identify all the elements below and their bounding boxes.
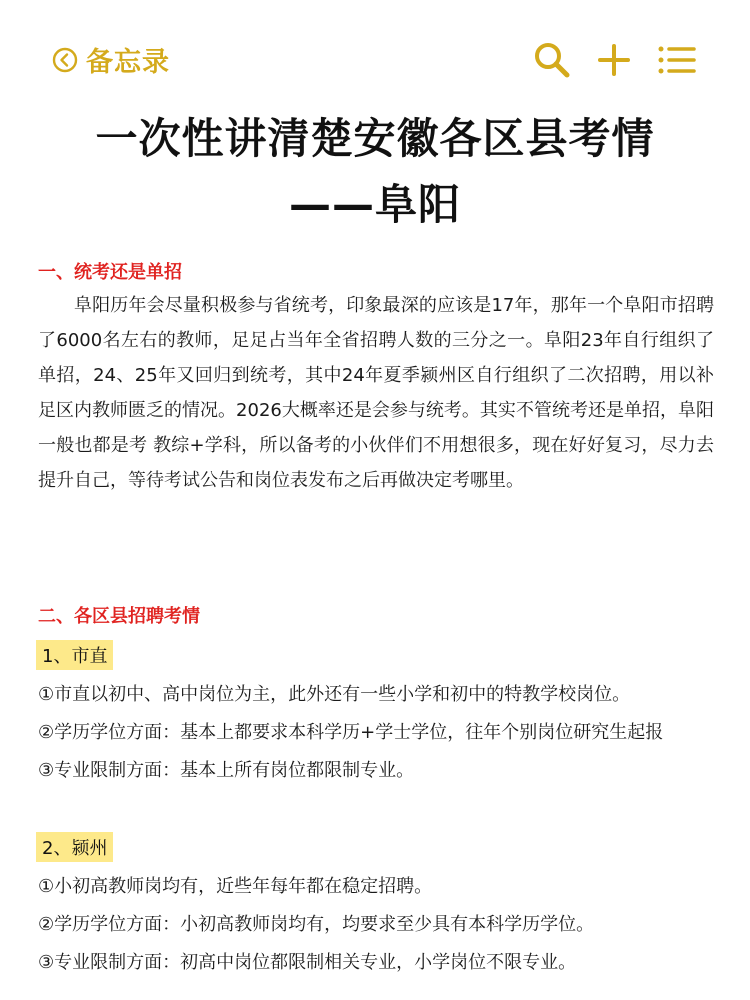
back-arrow-icon xyxy=(52,47,78,73)
search-icon xyxy=(530,38,574,82)
plus-icon xyxy=(592,38,636,82)
list-item: ①小初高教师岗均有，近些年每年都在稳定招聘。 xyxy=(38,876,433,897)
list-item: ③专业限制方面：基本上所有岗位都限制专业。 xyxy=(38,760,415,781)
section1-heading: 一、统考还是单招 xyxy=(38,262,182,283)
back-button[interactable] xyxy=(52,40,170,79)
back-label: 备忘录 xyxy=(86,47,170,78)
list-item: ②学历学位方面：基本上都要求本科学历+学士学位，往年个别岗位研究生起报 xyxy=(38,722,664,743)
subsection-yingzhou-label: 2、颍州 xyxy=(36,832,113,862)
list-item: ①市直以初中、高中岗位为主，此外还有一些小学和初中的特教学校岗位。 xyxy=(38,684,631,705)
subsection-shizhi-label: 1、市直 xyxy=(36,640,113,670)
list-button[interactable] xyxy=(654,38,698,82)
section2-heading: 二、各区县招聘考情 xyxy=(38,606,200,627)
top-bar xyxy=(0,0,750,110)
page-title: 一次性讲清楚安徽各区县考情 xyxy=(95,114,655,163)
page-subtitle: ——阜阳 xyxy=(288,180,461,229)
section1-text: 阜阳历年会尽量积极参与省统考，印象最深的应该是17年，那年一个阜阳市招聘了6000名左右的教师，足足占当年全省招聘人数的三分之一。阜阳23年自行组织了单招，24、25年又回归到统考，其中24年夏季颍州区自行组织了二次招聘，用以补足区内教师匮乏的情况。2026大概率还是会参与统考。其实不管统考还是单招，阜阳一般也都是考 教综+学科，所以备考的小伙伴们不用想很多，现在好好复习，尽力去提升自己，等待考试公告和岗位表发布之后再做决定考哪里。 xyxy=(38,295,714,491)
list-item: ②学历学位方面：小初高教师岗均有，均要求至少具有本科学历学位。 xyxy=(38,914,595,935)
search-button[interactable] xyxy=(530,38,574,82)
list-icon xyxy=(654,38,698,82)
list-item: ③专业限制方面：初高中岗位都限制相关专业，小学岗位不限专业。 xyxy=(38,952,577,973)
section1-paragraph xyxy=(38,288,714,498)
add-button[interactable] xyxy=(592,38,636,82)
